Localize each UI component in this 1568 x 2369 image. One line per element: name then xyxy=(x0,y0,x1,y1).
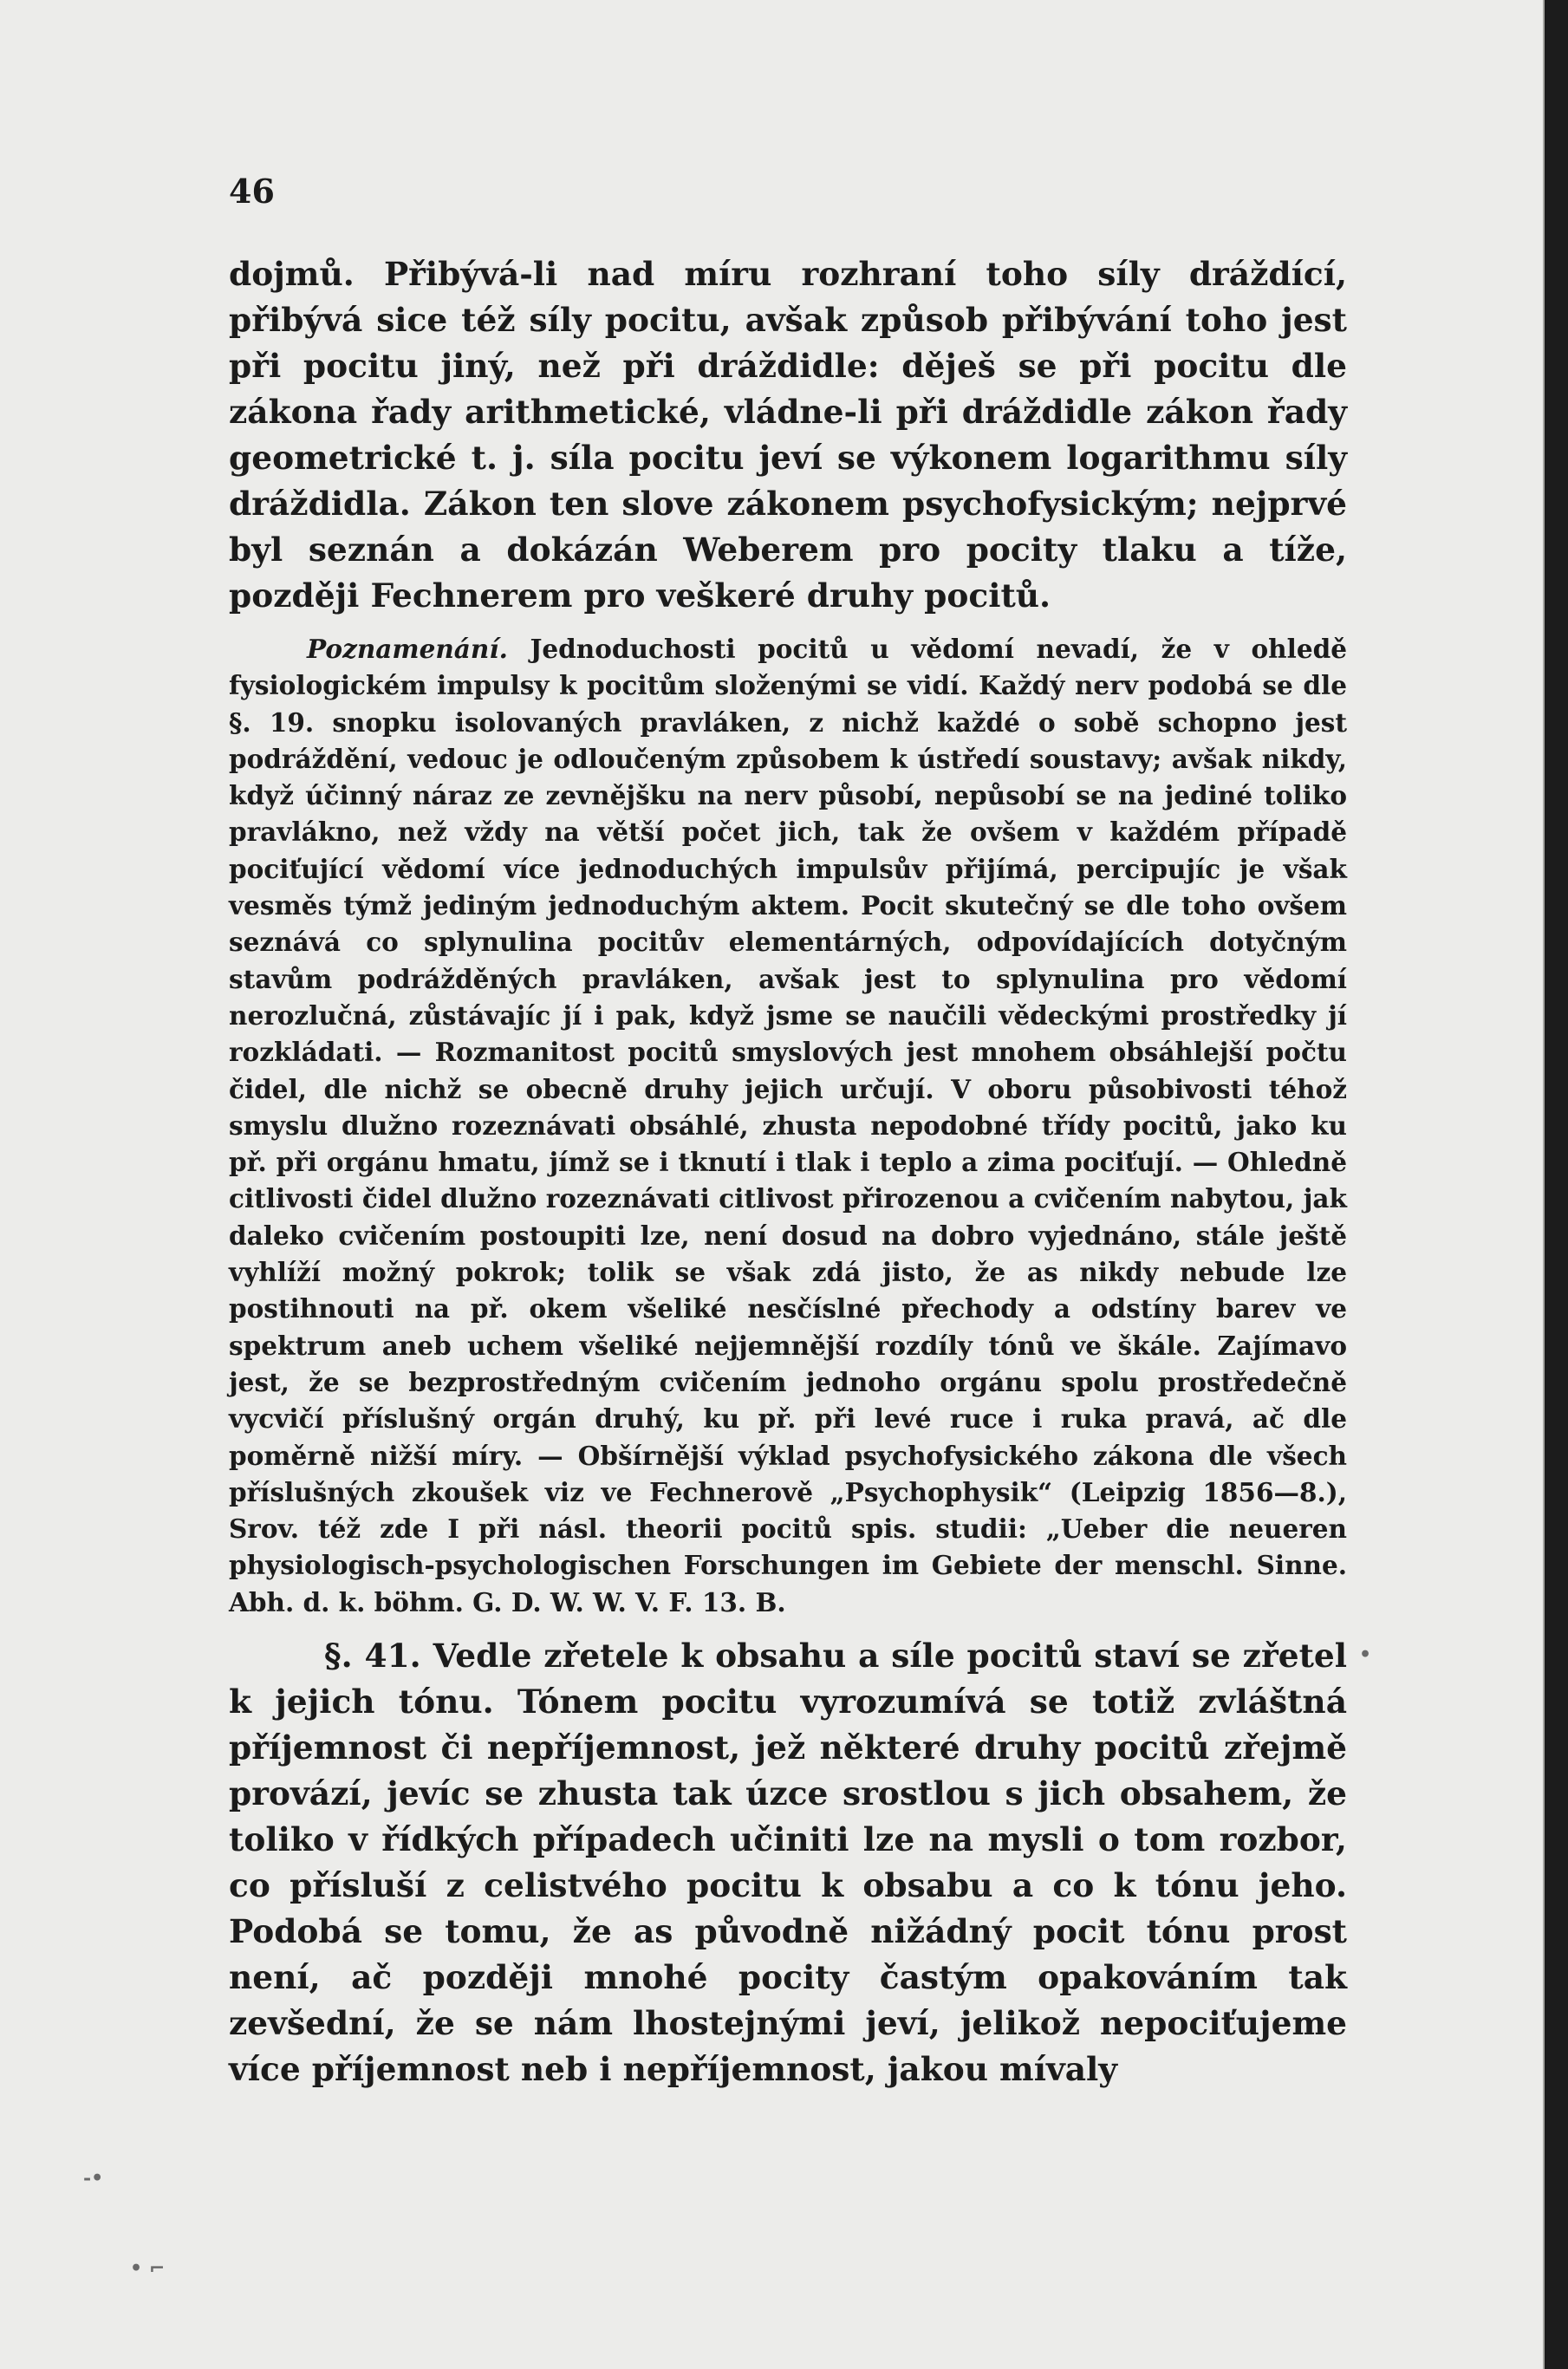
paragraph-main: dojmů. Přibývá-li nad míru rozhraní toho síly dráždící, přibývá sice též síly pocitu, avšak způsob přibývání toho jest při pocitu jiný, než při dráždidle: děješ se při pocitu dle zákona řady arithmetické, vládne-li při dráždidle zákon řady geometrické t. j. síla pocitu jeví se výkonem logarithmu síly dráždidla. Zákon ten slove zákonem psychofysickým; nejprvé byl seznán a dokázán Weberem pro pocity tlaku a tíže, později Fechnerem pro veškeré druhy pocitů. xyxy=(229,255,1347,615)
margin-mark-left-2: • ⌐ xyxy=(130,2257,166,2280)
note-lead: Poznamenání. xyxy=(307,634,508,664)
margin-dot-right: • xyxy=(1359,1643,1372,1666)
footnote-paragraph xyxy=(229,631,1347,1621)
note-text: Jednoduchosti pocitů u vědomí nevadí, že v ohledě fysiologickém impulsy k pocitům složenými se vidí. Každý nerv podobá se dle §. 19. snopku isolovaných pravláken, z nichž každé o sobě schopno jest podráždění, vedouc je odloučeným způsobem k ústředí soustavy; avšak nikdy, když účinný náraz ze zevnějšku na nerv působí, nepůsobí se na jediné toliko pravlákno, než vždy na větší počet jich, tak že ovšem v každém případě pociťující vědomí více jednoduchých impulsův přijímá, percipujíc je však vesměs týmž jediným jednoduchým aktem. Pocit skutečný se dle toho ovšem seznává co splynulina pocitův elementárných, odpovídajících dotyčným stavům podrážděných pravláken, avšak jest to splynulina pro vědomí nerozlučná, zůstávajíc jí i pak, když jsme se naučili vědeckými prostředky jí rozkládati. — Rozmanitost pocitů smyslových jest mnohem obsáhlejší počtu čidel, dle nichž se obecně druhy jejich určují. V oboru působivosti téhož smyslu dlužno rozeznávati obsáhlé, zhusta nepodobné třídy pocitů, jako ku př. při orgánu hmatu, jímž se i tknutí i tlak i teplo a zima pociťují. — Ohledně citlivosti čidel dlužno rozeznávati citlivost přirozenou a cvičením nabytou, jak daleko cvičením postoupiti lze, není dosud na dobro vyjednáno, stále ještě vyhlíží možný pokrok; tolik se však zdá jisto, že as nikdy nebude lze postihnouti na př. okem všeliké nesčíslné přechody a odstíny barev ve spektrum aneb uchem všeliké nejjemnější rozdíly tónů ve škále. Zajímavo jest, že se bezprostředným cvičením jednoho orgánu spolu prostředečně vycvičí příslušný orgán druhý, ku př. při levé ruce i ruka pravá, ač dle poměrně nižší míry. — Obšírnější výklad psychofysického zákona dle všech příslušných zkoušek viz ve Fechnerově „Psychophysik“ (Leipzig 1856—8.), Srov. též zde I při násl. theorii pocitů spis. studii: „Ueber die neueren physiologisch-psychologischen Forschungen im Gebiete der menschl. Sinne. Abh. d. k. böhm. G. D. W. W. V. F. 13. B. xyxy=(229,634,1347,1617)
section-text: Vedle zřetele k obsahu a síle pocitů staví se zřetel k jejich tónu. Tónem pocitu vyrozumívá se totiž zvláštná příjemnost či nepříjemnost, jež některé druhy pocitů zřejmě provází, jevíc se zhusta tak úzce srostlou s jich obsahem, že toliko v řídkých případech učiniti lze na mysli o tom rozbor, co přísluší z celistvého pocitu k obsabu a co k tónu jeho. Podobá se tomu, že as původně nižádný pocit tónu prost není, ač později mnohé pocity častým opakováním tak zevšední, že se nám lhostejnými jeví, jelikož nepociťujeme více příjemnost neb i nepříjemnost, jakou mívaly xyxy=(229,1637,1348,2089)
section-number: §. 41. xyxy=(324,1637,421,1676)
section-paragraph xyxy=(229,1633,1347,2092)
margin-mark-left-1: -• xyxy=(83,2167,104,2190)
page-text-block xyxy=(229,170,1347,2092)
page-number: 46 xyxy=(229,172,275,211)
